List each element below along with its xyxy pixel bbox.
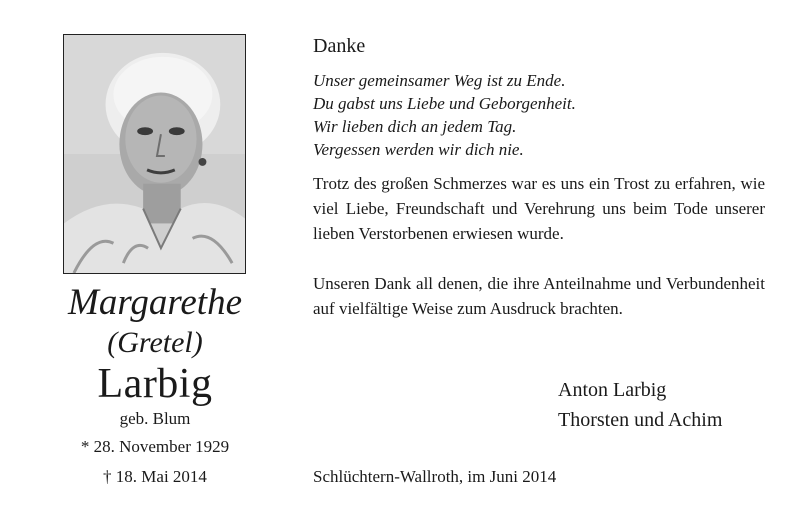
deceased-last-name: Larbig xyxy=(97,361,213,407)
poem-line: Du gabst uns Liebe und Geborgenheit. xyxy=(313,94,576,113)
maiden-name: geb. Blum xyxy=(119,409,191,428)
poem xyxy=(313,69,765,161)
death-date: † 18. Mai 2014 xyxy=(103,467,207,486)
poem-line: Unser gemeinsamer Weg ist zu Ende. xyxy=(313,71,566,90)
poem-line: Vergessen werden wir dich nie. xyxy=(313,140,524,159)
signers xyxy=(558,375,722,435)
thanks-paragraph-1: Trotz des großen Schmerzes war es uns ein Trost zu erfahren, wie viel Liebe, Freundschaft und Verehrung uns beim Tode unserer lieben Verstorbenen erwiesen wurde. xyxy=(313,174,765,243)
birth-date: * 28. November 1929 xyxy=(80,437,230,456)
deceased-nickname: (Gretel) xyxy=(107,326,203,359)
signer-name: Anton Larbig xyxy=(558,379,667,401)
portrait-illustration xyxy=(64,35,245,273)
portrait-photo-icon xyxy=(63,34,246,274)
deceased-first-name: Margarethe xyxy=(68,282,242,323)
signer-name: Thorsten und Achim xyxy=(558,409,723,431)
place-and-date: Schlüchtern-Wallroth, im Juni 2014 xyxy=(313,467,557,486)
thanks-paragraph-2: Unseren Dank all denen, die ihre Anteilnahme und Verbundenheit auf vielfältige Weise zum Ausdruck brachten. xyxy=(313,274,765,318)
poem-line: Wir lieben dich an jedem Tag. xyxy=(313,117,517,136)
notice-heading: Danke xyxy=(313,35,366,57)
